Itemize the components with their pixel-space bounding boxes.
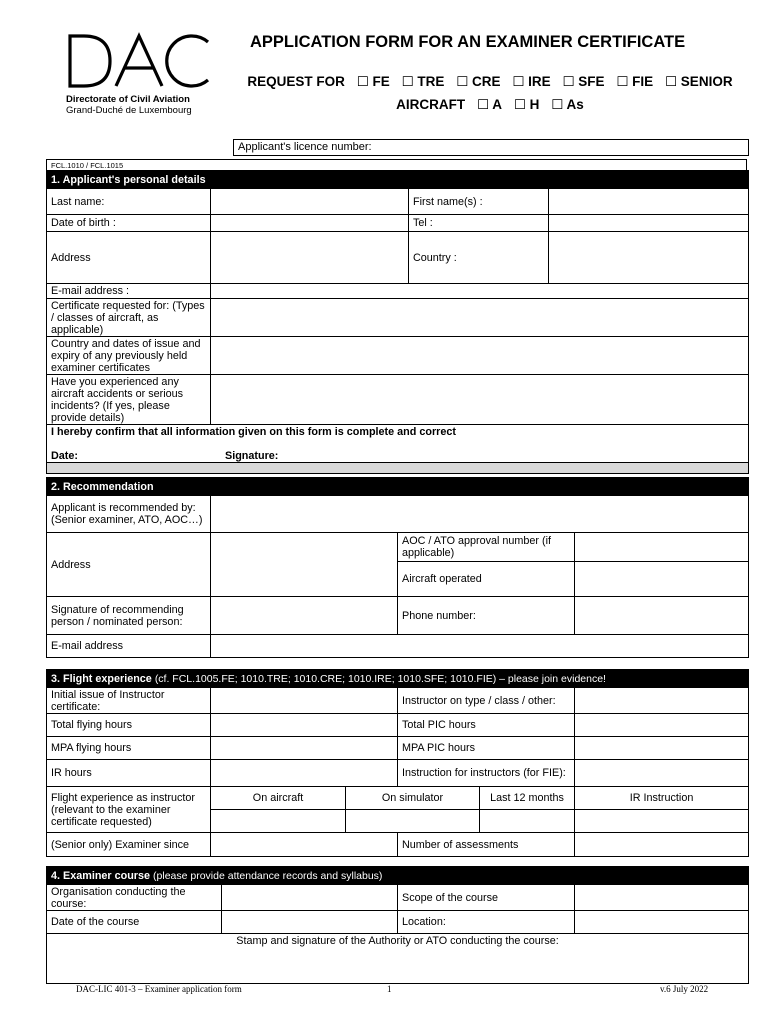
rec-signature-field[interactable] (211, 597, 398, 635)
logo-line2: Grand-Duché de Luxembourg (66, 105, 192, 116)
section4-title: 4. Examiner course (51, 869, 151, 882)
section-divider (47, 463, 749, 474)
mpa-flying-label: MPA flying hours (47, 737, 211, 760)
on-simulator-field[interactable] (346, 810, 480, 833)
total-flying-label: Total flying hours (47, 714, 211, 737)
scope-label: Scope of the course (398, 885, 575, 911)
licence-number-field[interactable] (233, 139, 749, 156)
option-senior[interactable]: ☐ SENIOR (664, 74, 733, 89)
previous-certs-label: Country and dates of issue and expiry of any previously held examiner certificates (47, 337, 211, 375)
last-name-field[interactable] (211, 189, 409, 215)
last-12-months-field[interactable] (480, 810, 575, 833)
mpa-pic-label: MPA PIC hours (398, 737, 575, 760)
instructor-type-label: Instructor on type / class / other: (398, 688, 575, 714)
request-prefix: REQUEST FOR (247, 74, 345, 89)
stamp-label: Stamp and signature of the Authority or ATO conducting the course: (236, 935, 559, 947)
section3-header (47, 670, 749, 688)
mpa-flying-field[interactable] (211, 737, 398, 760)
num-assessments-field[interactable] (575, 833, 749, 857)
dac-logo-mark (66, 32, 210, 90)
section3-title: 3. Flight experience (51, 672, 152, 685)
option-aircraft-a[interactable]: ☐ A (476, 97, 503, 112)
first-names-field[interactable] (549, 189, 749, 215)
country-field[interactable] (549, 232, 749, 284)
first-names-label: First name(s) : (409, 189, 549, 215)
aircraft-label: AIRCRAFT (396, 97, 466, 112)
organisation-field[interactable] (222, 885, 398, 911)
location-label: Location: (398, 911, 575, 934)
option-fie[interactable]: ☐ FIE (616, 74, 654, 89)
ir-instruction-field[interactable] (575, 810, 749, 833)
section3-table (46, 669, 749, 857)
section2-table (46, 477, 749, 658)
cert-requested-label: Certificate requested for: (Types / classes of aircraft, as applicable) (47, 299, 211, 337)
section4-note: (please provide attendance records and syllabus) (153, 869, 383, 882)
stamp-signature-area[interactable] (47, 934, 749, 984)
confirmation-block (47, 425, 749, 463)
footer-doc-id: DAC-LIC 401-3 – Examiner application form (76, 984, 242, 994)
fe-as-instructor-label: Flight experience as instructor (relevant to the examiner certificate requested) (47, 787, 211, 833)
confirmation-text: I hereby confirm that all information given on this form is complete and correct (51, 426, 456, 438)
course-date-label: Date of the course (47, 911, 222, 934)
option-cre[interactable]: ☐ CRE (456, 74, 501, 89)
approval-number-label: AOC / ATO approval number (if applicable) (398, 533, 575, 562)
phone-field[interactable] (575, 597, 749, 635)
footer-version: v.6 July 2022 (660, 984, 709, 994)
instructor-type-field[interactable] (575, 688, 749, 714)
tel-field[interactable] (549, 215, 749, 232)
accidents-label: Have you experienced any aircraft accidents or serious incidents? (If yes, please provide details) (47, 375, 211, 425)
section4-table (46, 866, 749, 984)
scope-field[interactable] (575, 885, 749, 911)
date-label: Date: (51, 450, 78, 462)
approval-number-field[interactable] (575, 533, 749, 562)
rec-email-label: E-mail address (47, 635, 211, 658)
email-label: E-mail address : (47, 284, 211, 299)
request-options (240, 70, 740, 116)
senior-since-field[interactable] (211, 833, 398, 857)
option-fe[interactable]: ☐ FE (356, 74, 390, 89)
section3-note: (cf. FCL.1005.FE; 1010.TRE; 1010.CRE; 1010.IRE; 1010.SFE; 1010.FIE) – please join evidence! (154, 672, 606, 685)
tel-label: Tel : (409, 215, 549, 232)
option-tre[interactable]: ☐ TRE (401, 74, 445, 89)
on-aircraft-field[interactable] (211, 810, 346, 833)
address-field[interactable] (211, 232, 409, 284)
previous-certs-field[interactable] (211, 337, 749, 375)
dob-field[interactable] (211, 215, 409, 232)
instruction-for-instructors-label: Instruction for instructors (for FIE): (398, 760, 575, 787)
recommended-by-field[interactable] (211, 496, 749, 533)
section4-header (47, 867, 749, 885)
organisation-label: Organisation conducting the course: (47, 885, 222, 911)
fcl-reference: FCL.1010 / FCL.1015 (46, 159, 747, 170)
option-aircraft-as[interactable]: ☐ As (551, 97, 584, 112)
option-aircraft-h[interactable]: ☐ H (513, 97, 540, 112)
total-pic-label: Total PIC hours (398, 714, 575, 737)
section1-header: 1. Applicant's personal details (47, 171, 749, 189)
signature-label: Signature: (225, 450, 279, 462)
mpa-pic-field[interactable] (575, 737, 749, 760)
option-sfe[interactable]: ☐ SFE (562, 74, 605, 89)
form-title: APPLICATION FORM FOR AN EXAMINER CERTIFICATE (250, 33, 686, 51)
licence-number-label: Applicant's licence number: (238, 141, 372, 153)
location-field[interactable] (575, 911, 749, 934)
rec-email-field[interactable] (211, 635, 749, 658)
ir-hours-field[interactable] (211, 760, 398, 787)
col-on-simulator: On simulator (346, 787, 480, 810)
senior-since-label: (Senior only) Examiner since (47, 833, 211, 857)
course-date-field[interactable] (222, 911, 398, 934)
section1-table (46, 170, 749, 474)
ir-hours-label: IR hours (47, 760, 211, 787)
footer-page-number: 1 (387, 984, 392, 994)
email-field[interactable] (211, 284, 749, 299)
address-label: Address (47, 232, 211, 284)
total-pic-field[interactable] (575, 714, 749, 737)
country-label: Country : (409, 232, 549, 284)
section2-header: 2. Recommendation (47, 478, 749, 496)
num-assessments-label: Number of assessments (398, 833, 575, 857)
accidents-field[interactable] (211, 375, 749, 425)
rec-signature-label: Signature of recommending person / nominated person: (47, 597, 211, 635)
col-ir-instruction: IR Instruction (575, 787, 749, 810)
initial-issue-field[interactable] (211, 688, 398, 714)
initial-issue-label: Initial issue of Instructor certificate: (47, 688, 211, 714)
total-flying-field[interactable] (211, 714, 398, 737)
rec-address-field[interactable] (211, 533, 398, 597)
aircraft-operated-field[interactable] (575, 562, 749, 597)
logo-line1: Directorate of Civil Aviation (66, 94, 190, 105)
dac-logo (66, 32, 216, 116)
last-name-label: Last name: (47, 189, 211, 215)
col-on-aircraft: On aircraft (211, 787, 346, 810)
phone-label: Phone number: (398, 597, 575, 635)
cert-requested-field[interactable] (211, 299, 749, 337)
dob-label: Date of birth : (47, 215, 211, 232)
rec-address-label: Address (47, 533, 211, 597)
option-ire[interactable]: ☐ IRE (512, 74, 551, 89)
recommended-by-label: Applicant is recommended by: (Senior examiner, ATO, AOC…) (47, 496, 211, 533)
instruction-for-instructors-field[interactable] (575, 760, 749, 787)
col-last-12-months: Last 12 months (480, 787, 575, 810)
aircraft-operated-label: Aircraft operated (398, 562, 575, 597)
